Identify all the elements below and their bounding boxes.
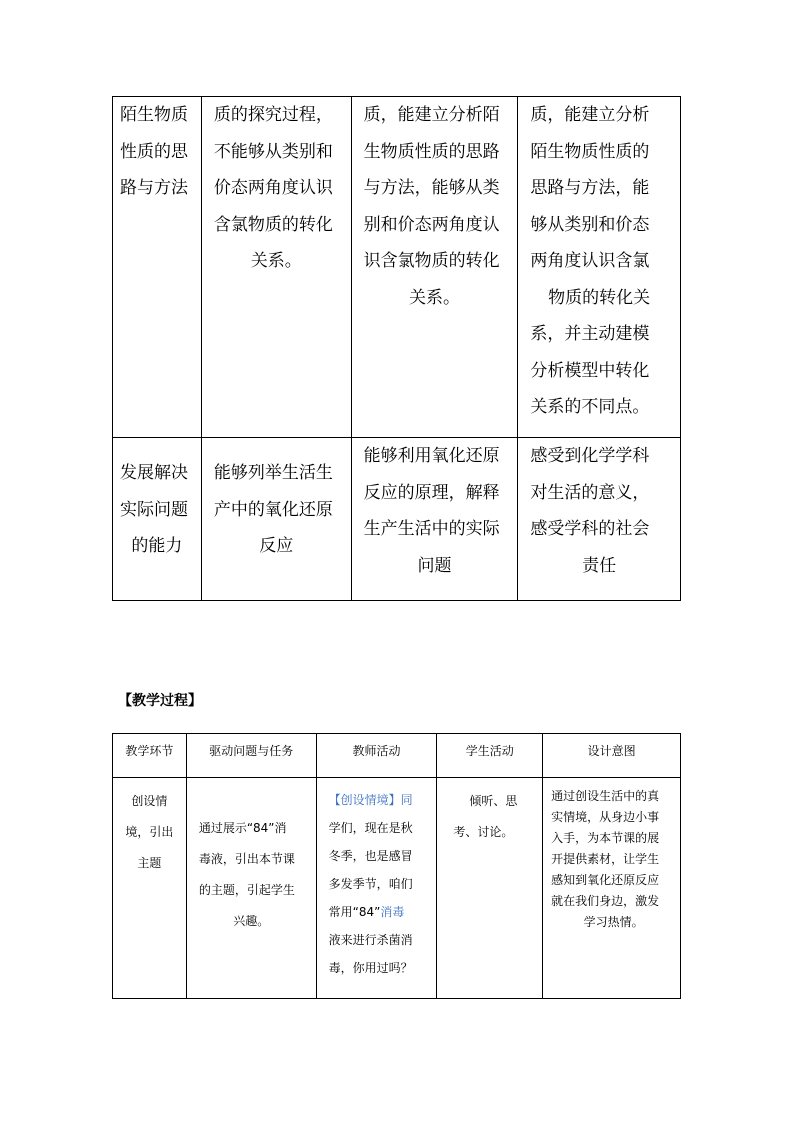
cell-line: 陌生物质 bbox=[120, 105, 188, 125]
table-cell bbox=[113, 778, 187, 999]
cell-line: 兴趣。 bbox=[233, 914, 270, 928]
cell-line: 性质的思 bbox=[120, 141, 188, 162]
column-header: 设计意图 bbox=[543, 734, 681, 778]
objectives-table bbox=[112, 96, 681, 601]
cell-line: 冬季，也是感冒 bbox=[328, 849, 413, 863]
cell-line: 的主题，引起学生 bbox=[198, 883, 295, 897]
table-cell bbox=[316, 778, 437, 999]
column-header: 驱动问题与任务 bbox=[186, 734, 316, 778]
cell-line: 物质的转化关 bbox=[548, 287, 651, 308]
cell-line: 多发季节，咱们 bbox=[328, 877, 413, 891]
table-cell bbox=[186, 778, 316, 999]
cell-line: 发展解决 bbox=[120, 463, 188, 483]
table-cell bbox=[518, 438, 681, 601]
table-cell bbox=[351, 438, 518, 601]
cell-line: 质，能建立分析陌 bbox=[363, 105, 500, 125]
table-row bbox=[113, 438, 681, 601]
cell-line: 反应的原理，解释 bbox=[363, 482, 500, 503]
cell-line: 够从类别和价态 bbox=[530, 214, 650, 235]
cell-line: 入手，为本节课的展 bbox=[551, 831, 660, 845]
cell-line: 主题 bbox=[137, 856, 162, 870]
text-run: 常用“84” bbox=[328, 905, 381, 919]
cell-line: 感受到化学学科 bbox=[530, 446, 650, 466]
cell-line: 生产生活中的实际 bbox=[363, 519, 500, 539]
column-header: 教师活动 bbox=[316, 734, 437, 778]
cell-line: 通过展示“84”消 bbox=[198, 821, 287, 835]
cell-line: 毒，你用过吗？ bbox=[328, 961, 413, 975]
cell-line: 问题 bbox=[417, 555, 452, 576]
cell-line: 关系。 bbox=[250, 251, 302, 271]
cell-line: 通过创设生活中的真 bbox=[551, 789, 660, 803]
cell-line: 学们，现在是秋 bbox=[328, 821, 413, 835]
scenario-tag: 【创设情境】 bbox=[328, 793, 401, 807]
cell-line: 毒液，引出本节课 bbox=[198, 852, 295, 866]
cell-line bbox=[329, 786, 433, 814]
section-heading: 【教学过程】 bbox=[118, 693, 202, 709]
cell-line: 考、讨论。 bbox=[453, 825, 514, 839]
cell-line: 两角度认识含氯 bbox=[530, 251, 650, 271]
table-header-row bbox=[113, 734, 681, 778]
cell-line: 质，能建立分析 bbox=[530, 105, 650, 125]
cell-line: 实情境，从身边小事 bbox=[551, 810, 660, 824]
cell-line: 反应 bbox=[259, 536, 294, 556]
table-row bbox=[113, 778, 681, 999]
cell-line: 与方法，能够从类 bbox=[363, 178, 500, 198]
cell-line: 对生活的意义， bbox=[530, 482, 650, 503]
table-row bbox=[113, 97, 681, 438]
cell-line: 分析模型中转化 bbox=[530, 360, 650, 381]
tag-suffix: 同 bbox=[400, 793, 413, 807]
teaching-process-table bbox=[112, 733, 681, 999]
cell-line: 路与方法 bbox=[120, 178, 188, 198]
cell-line: 感受学科的社会 bbox=[530, 519, 650, 539]
column-header: 学生活动 bbox=[437, 734, 543, 778]
cell-line: 责任 bbox=[582, 555, 617, 576]
table-cell bbox=[113, 97, 202, 438]
cell-line: 能够利用氧化还原 bbox=[363, 446, 500, 466]
cell-line: 识含氯物质的转化 bbox=[363, 251, 500, 271]
cell-line: 系，并主动建模 bbox=[530, 324, 650, 344]
cell-line: 实际问题 bbox=[120, 499, 188, 520]
cell-line: 关系。 bbox=[408, 287, 460, 308]
cell-line: 不能够从类别和 bbox=[213, 141, 333, 162]
cell-line: 关系的不同点。 bbox=[530, 397, 650, 417]
cell-line: 陌生物质性质的 bbox=[530, 141, 650, 162]
cell-line: 倾听、思 bbox=[469, 794, 518, 808]
cell-line: 含氯物质的转化 bbox=[213, 214, 333, 235]
table-cell bbox=[518, 97, 681, 438]
cell-line: 创设情 bbox=[131, 794, 168, 808]
cell-line: 的能力 bbox=[131, 536, 183, 556]
cell-line: 质的探究过程， bbox=[213, 105, 333, 125]
cell-line: 别和价态两角度认 bbox=[363, 214, 500, 235]
cell-line: 感知到氧化还原反应 bbox=[551, 873, 660, 887]
cell-line: 价态两角度认识 bbox=[213, 178, 333, 198]
table-cell bbox=[543, 778, 681, 999]
cell-line: 学习热情。 bbox=[583, 915, 644, 929]
cell-line: 能够列举生活生 bbox=[213, 463, 333, 483]
column-header: 教学环节 bbox=[113, 734, 187, 778]
cell-line: 境，引出 bbox=[125, 825, 174, 839]
cell-line: 生物质性质的思路 bbox=[363, 141, 500, 162]
cell-line: 就在我们身边，激发 bbox=[551, 894, 660, 908]
cell-line: 液来进行杀菌消 bbox=[328, 933, 413, 947]
cell-line: 产中的氧化还原 bbox=[213, 499, 333, 520]
table-cell bbox=[437, 778, 543, 999]
table-cell bbox=[113, 438, 202, 601]
table-cell bbox=[351, 97, 518, 438]
cell-line: 开提供素材，让学生 bbox=[551, 852, 660, 866]
table-cell bbox=[201, 438, 351, 601]
cell-line: 思路与方法，能 bbox=[530, 178, 650, 198]
table-cell bbox=[201, 97, 351, 438]
cell-line bbox=[329, 898, 433, 926]
highlighted-text: 消毒 bbox=[380, 905, 405, 919]
